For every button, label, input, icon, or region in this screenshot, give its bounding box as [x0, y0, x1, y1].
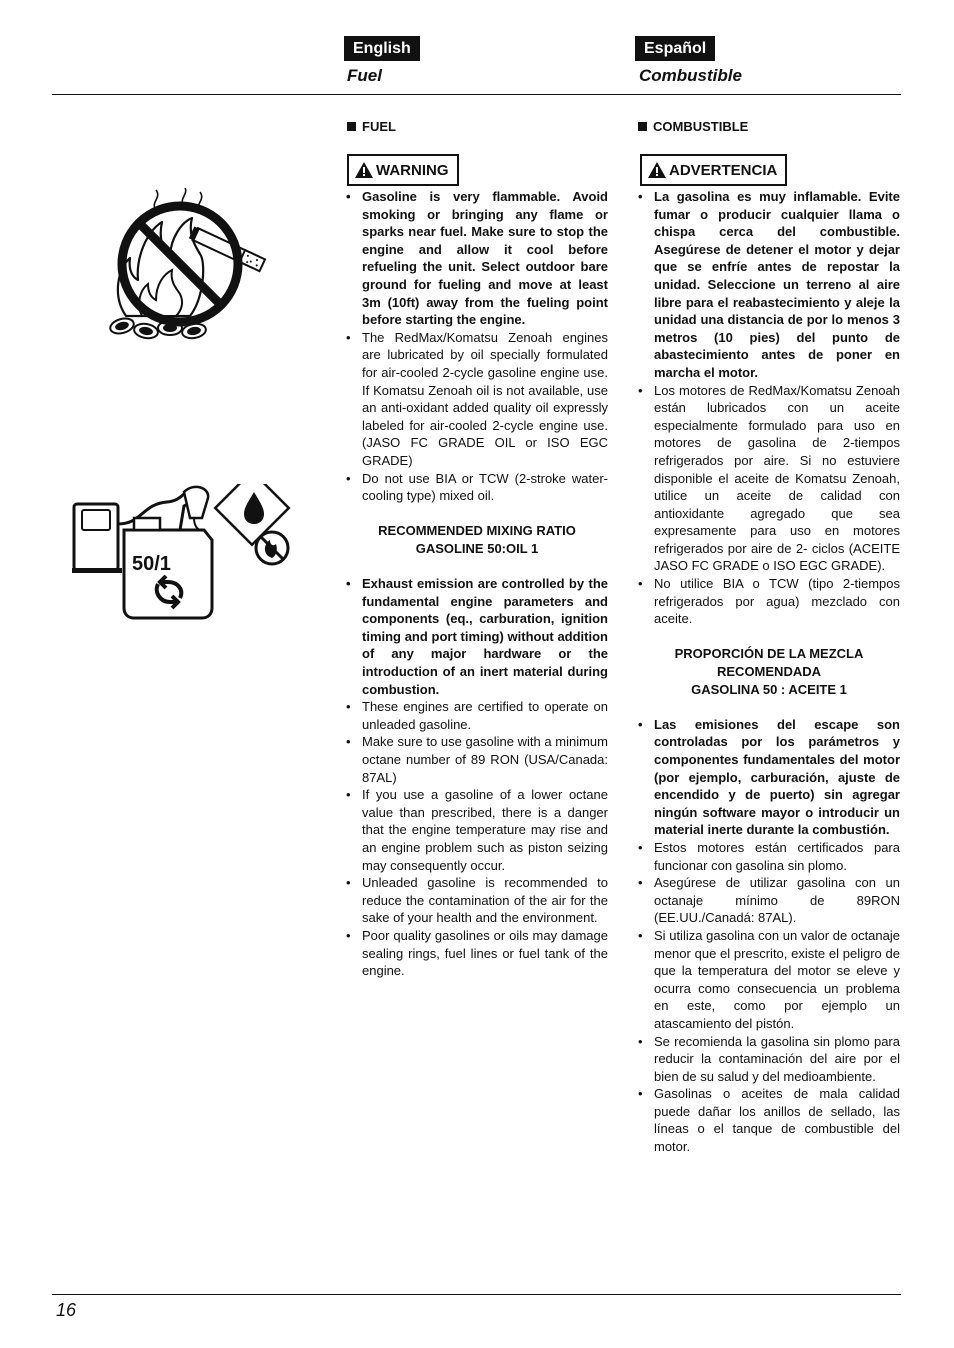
subhead-combustible: COMBUSTIBLE: [638, 119, 748, 134]
english-list-2: [346, 575, 608, 980]
footer-rule: [52, 1294, 901, 1295]
fuel-mix-illustration: [72, 484, 302, 629]
list-item: • Gasolinas o aceites de mala calidad puede dañar los anillos de sellado, las líneas o el tanque de combustible del motor.: [638, 1085, 900, 1155]
header-rule: [52, 94, 901, 95]
square-bullet-icon: [347, 122, 356, 131]
list-item: • These engines are certified to operate on unleaded gasoline.: [346, 698, 608, 733]
mixing-ratio-heading: RECOMMENDED MIXING RATIO GASOLINE 50:OIL 1: [378, 523, 576, 556]
section-title-combustible: Combustible: [639, 66, 742, 85]
lang-tab-espanol: Español: [635, 36, 715, 61]
spanish-column: [638, 188, 900, 1156]
lang-tab-english: English: [344, 36, 420, 61]
list-item: • Gasoline is very flammable. Avoid smoking or bringing any flame or sparks near fuel. Make sure to stop the engine and allow it cool before refueling the unit. Select outdoor bare ground for fueling and move at least 3m (10ft) away from the fueling point before starting the engine.: [346, 188, 608, 329]
list-item: • Poor quality gasolines or oils may damage sealing rings, fuel lines or fuel tank of the engine.: [346, 927, 608, 980]
warning-box: [347, 154, 459, 186]
proporcion-heading: PROPORCIÓN DE LA MEZCLA RECOMENDADA GASOLINA 50 : ACEITE 1: [674, 646, 864, 697]
list-item: • La gasolina es muy inflamable. Evite fumar o producir cualquier llama o chispa cerca del combustible. Asegúrese de detener el motor y dejar que se enfríe antes de repostar la unidad. Seleccione un terreno al aire libre para el reabastecimiento y aleje la unidad una distancia de por lo menos 3 metros (10 pies) del punto de abastecimiento antes de poner en marcha el motor.: [638, 188, 900, 382]
warning-label: WARNING: [376, 161, 449, 179]
spanish-list-2: [638, 716, 900, 1156]
list-item: • Exhaust emission are controlled by the fundamental engine parameters and components (eq., carburation, ignition timing and port timing) without addition of any major hardware or the introduction of an inert material during combustion.: [346, 575, 608, 698]
page-number: 16: [56, 1300, 77, 1320]
fuel-can-icon: [72, 484, 302, 624]
list-item: • Si utiliza gasolina con un valor de octanaje menor que el prescrito, existe el peligro de que la temperatura del motor se eleve y ocurra como consecuencia un problema en este, como por ejemplo un atascamiento del pistón.: [638, 927, 900, 1033]
can-ratio-label: 50/1: [132, 553, 171, 575]
list-item: • Las emisiones del escape son controladas por los parámetros y componentes fundamentales del motor (por ejemplo, carburación, ajuste de encendido y de puerto) sin agregar ningún software mayor o introducir un material inerte durante la combustión.: [638, 716, 900, 839]
spanish-list-1: [638, 188, 900, 628]
list-item: • Make sure to use gasoline with a minimum octane number of 89 RON (USA/Canada: 87AL): [346, 733, 608, 786]
subhead-fuel: FUEL: [347, 119, 396, 134]
no-smoking-icon: [104, 188, 274, 342]
list-item: • The RedMax/Komatsu Zenoah engines are lubricated by oil specially formulated for air-cooled 2-cycle gasoline engine use. If Komatsu Zenoah oil is not available, use an anti-oxidant added quality oil expressly labeled for air-cooled 2-cycle engine use. (JASO FC GRADE OIL or ISO EGC GRADE): [346, 329, 608, 470]
list-item: • Unleaded gasoline is recommended to reduce the contamination of the air for the sake of your health and the environment.: [346, 874, 608, 927]
advertencia-label: ADVERTENCIA: [669, 161, 778, 179]
list-item: • Estos motores están certificados para funcionar con gasolina sin plomo.: [638, 839, 900, 874]
list-item: • No utilice BIA o TCW (tipo 2-tiempos refrigerados por agua) mezclado con aceite.: [638, 575, 900, 628]
no-fire-illustration: [104, 188, 274, 347]
list-item: • Se recomienda la gasolina sin plomo para reducir la contaminación del aire por el bien de su salud y del medioambiente.: [638, 1033, 900, 1086]
section-title-fuel: Fuel: [347, 66, 382, 85]
warning-triangle-icon: [648, 162, 666, 178]
advertencia-box: [640, 154, 787, 186]
warning-triangle-icon: [355, 162, 373, 178]
list-item: • Do not use BIA or TCW (2-stroke water-cooling type) mixed oil.: [346, 470, 608, 505]
list-item: • Asegúrese de utilizar gasolina con un octanaje mínimo de 89RON (EE.UU./Canadá: 87AL).: [638, 874, 900, 927]
english-column: [346, 188, 608, 980]
square-bullet-icon: [638, 122, 647, 131]
list-item: • Los motores de RedMax/Komatsu Zenoah están lubricados con un aceite especialmente formulado para uso en motores de gasolina de 2-tiempos refrigerados por aire. Si no estuviere disponible el aceite de Komatsu Zenoah, utilice un aceite de calidad con antioxidante agregado que sea expresamente para uso en motores refrigerados por aire de 2- ciclos (ACEITE JASO FC GRADE o ISO EGC GRADE).: [638, 382, 900, 576]
english-list-1: [346, 188, 608, 505]
list-item: • If you use a gasoline of a lower octane value than prescribed, there is a danger that the engine temperature may rise and an engine problem such as piston seizing may consequently occur.: [346, 786, 608, 874]
